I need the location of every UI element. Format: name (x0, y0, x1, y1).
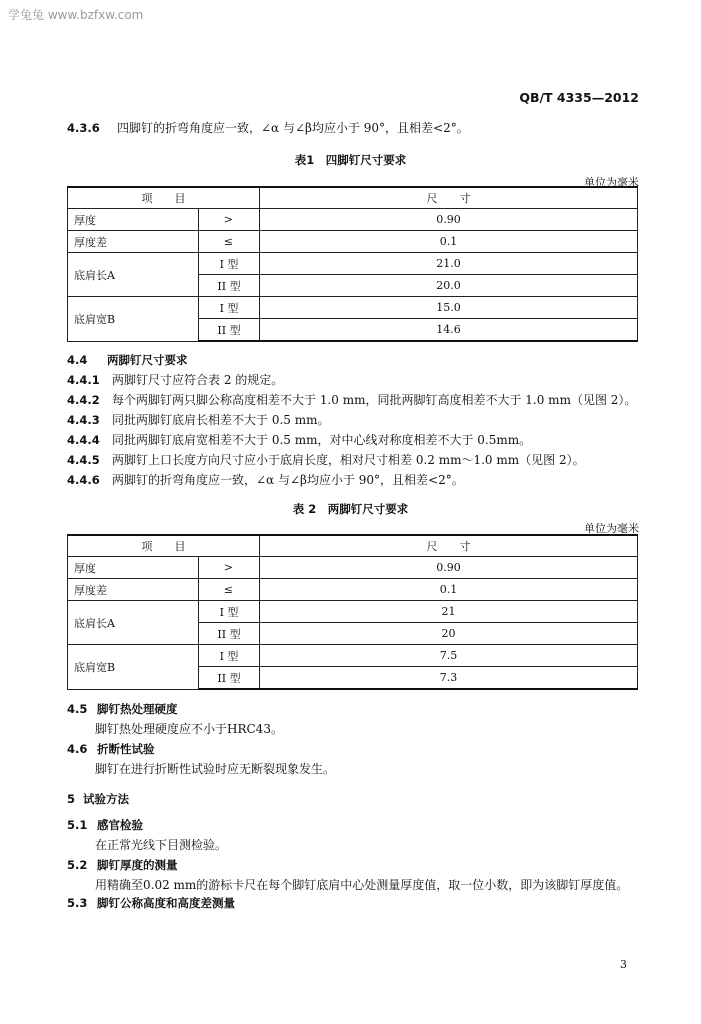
row-label: 底肩宽B (68, 645, 199, 690)
row-value: 21 (260, 601, 638, 623)
row-value: 20.0 (260, 275, 638, 297)
section-number: 5.3 (67, 896, 88, 910)
section-title: 试验方法 (83, 792, 129, 806)
table-row (68, 645, 638, 667)
table-row (68, 601, 638, 623)
row-value: 0.1 (260, 579, 638, 601)
clause-4-4-2 (67, 393, 636, 407)
clause-4-4-1 (67, 373, 283, 387)
section-number: 4.4 (67, 353, 88, 367)
section-title: 两脚钉尺寸要求 (107, 353, 188, 367)
section-title: 脚钉公称高度和高度差测量 (97, 896, 235, 910)
section-title: 脚钉厚度的测量 (97, 858, 178, 872)
section-4-5-heading (67, 702, 178, 716)
section-5-1-body: 在正常光线下目测检验。 (95, 838, 228, 852)
section-5-3-heading (67, 896, 235, 910)
header-size: 尺 寸 (260, 187, 638, 209)
row-value: 0.90 (260, 557, 638, 579)
clause-number: 4.4.6 (67, 473, 100, 487)
clause-4-4-5 (67, 453, 585, 467)
clause-text: 两脚钉的折弯角度应一致，∠α 与∠β均应小于 90°，且相差<2°。 (112, 473, 464, 487)
table2-title: 表 2 两脚钉尺寸要求 (292, 502, 409, 516)
row-operator: ≤ (199, 579, 260, 601)
table-row (68, 557, 638, 579)
section-number: 5 (67, 792, 76, 806)
row-operator: > (199, 209, 260, 231)
standard-number: QB/T 4335—2012 (519, 90, 639, 105)
row-operator: ≤ (199, 231, 260, 253)
clause-4-3-6 (67, 121, 469, 135)
page-number: 3 (620, 958, 627, 971)
row-type: II 型 (199, 319, 260, 342)
row-type: II 型 (199, 275, 260, 297)
section-4-5-body: 脚钉热处理硬度应不小于HRC43。 (95, 722, 283, 736)
table2-unit: 单位为毫米 (584, 522, 639, 535)
clause-text: 四脚钉的折弯角度应一致，∠α 与∠β均应小于 90°，且相差<2°。 (117, 121, 469, 135)
clause-4-4-3 (67, 413, 329, 427)
row-label: 底肩长A (68, 601, 199, 645)
section-5-heading (67, 792, 129, 806)
clause-text: 两脚钉上口长度方向尺寸应小于底肩长度，相对尺寸相差 0.2 mm～1.0 mm（见图 2）。 (112, 453, 585, 467)
section-title: 折断性试验 (97, 742, 155, 756)
clause-number: 4.4.2 (67, 393, 100, 407)
clause-text: 两脚钉尺寸应符合表 2 的规定。 (112, 373, 284, 387)
row-operator: > (199, 557, 260, 579)
table-row (68, 579, 638, 601)
row-type: I 型 (199, 645, 260, 667)
row-value: 15.0 (260, 297, 638, 319)
row-type: II 型 (199, 667, 260, 690)
row-label: 底肩长A (68, 253, 199, 297)
section-4-6-heading (67, 742, 155, 756)
table2 (67, 534, 638, 690)
table1-title: 表1 四脚钉尺寸要求 (294, 153, 407, 167)
row-label: 厚度差 (68, 231, 199, 253)
clause-text: 同批两脚钉底肩长相差不大于 0.5 mm。 (112, 413, 330, 427)
section-5-1-heading (67, 818, 143, 832)
row-type: I 型 (199, 601, 260, 623)
header-item: 项 目 (68, 535, 260, 557)
row-value: 20 (260, 623, 638, 645)
clause-text: 同批两脚钉底肩宽相差不大于 0.5 mm，对中心线对称度相差不大于 0.5mm。 (112, 433, 532, 447)
section-title: 感官检验 (97, 818, 143, 832)
section-number: 4.5 (67, 702, 88, 716)
clause-number: 4.4.4 (67, 433, 100, 447)
clause-number: 4.4.3 (67, 413, 100, 427)
table1 (67, 186, 638, 342)
row-label: 厚度 (68, 557, 199, 579)
section-4-4-heading (67, 353, 188, 367)
table1-unit: 单位为毫米 (584, 176, 639, 189)
section-5-2-heading (67, 858, 178, 872)
row-type: II 型 (199, 623, 260, 645)
row-value: 14.6 (260, 319, 638, 342)
table-row (68, 297, 638, 319)
row-label: 底肩宽B (68, 297, 199, 342)
clause-text: 每个两脚钉两只脚公称高度相差不大于 1.0 mm，同批两脚钉高度相差不大于 1.0 mm（见图 2）。 (112, 393, 637, 407)
clause-number: 4.4.1 (67, 373, 100, 387)
table-row (68, 231, 638, 253)
section-number: 5.1 (67, 818, 88, 832)
header-item: 项 目 (68, 187, 260, 209)
section-4-6-body: 脚钉在进行折断性试验时应无断裂现象发生。 (95, 762, 336, 776)
row-value: 0.1 (260, 231, 638, 253)
row-type: I 型 (199, 253, 260, 275)
clause-4-4-6 (67, 473, 464, 487)
table-header-row (68, 187, 638, 209)
row-label: 厚度 (68, 209, 199, 231)
table-row (68, 253, 638, 275)
section-number: 4.6 (67, 742, 88, 756)
clause-4-4-4 (67, 433, 531, 447)
clause-number: 4.3.6 (67, 121, 100, 135)
row-value: 7.5 (260, 645, 638, 667)
watermark-text: 学兔兔 www.bzfxw.com (8, 8, 144, 22)
header-size: 尺 寸 (260, 535, 638, 557)
table-row (68, 209, 638, 231)
table-header-row (68, 535, 638, 557)
section-number: 5.2 (67, 858, 88, 872)
clause-number: 4.4.5 (67, 453, 100, 467)
row-type: I 型 (199, 297, 260, 319)
row-value: 0.90 (260, 209, 638, 231)
section-title: 脚钉热处理硬度 (97, 702, 178, 716)
row-value: 21.0 (260, 253, 638, 275)
section-5-2-body: 用精确至0.02 mm的游标卡尺在每个脚钉底肩中心处测量厚度值，取一位小数，即为该脚钉厚度值。 (95, 878, 629, 892)
row-label: 厚度差 (68, 579, 199, 601)
row-value: 7.3 (260, 667, 638, 690)
